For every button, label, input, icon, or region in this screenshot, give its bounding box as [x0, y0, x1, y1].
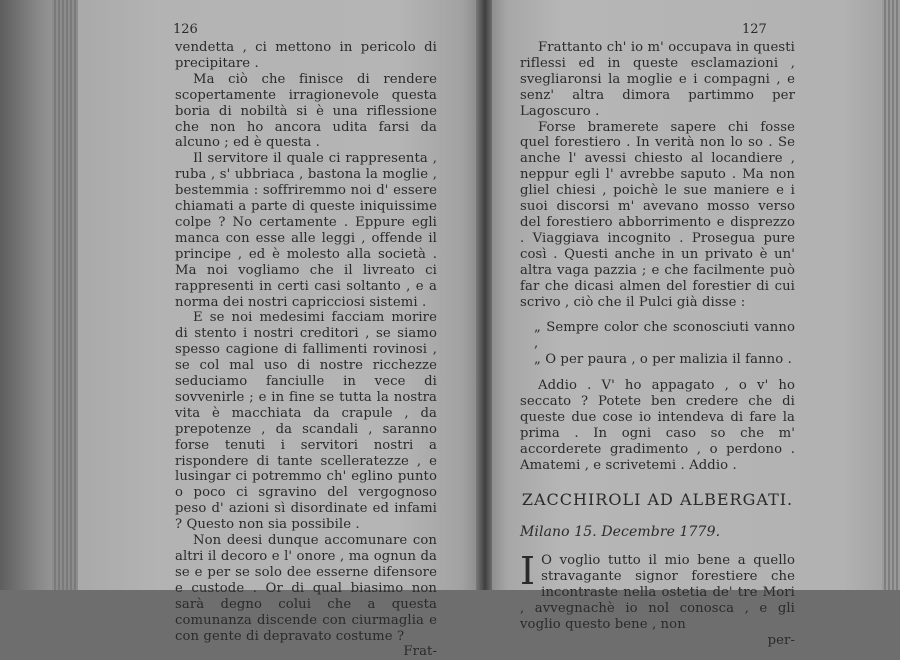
page-number-right: 127: [742, 22, 767, 37]
paragraph: Addio . V' ho appagato , o v' ho seccato ? Potete ben credere che di queste due cose io intendeva di fare la prima . In ogni caso so che m' accorderete gradimento , o perdono . Amatemi , e scrivetemi . Addio .: [520, 378, 795, 473]
paragraph: Il servitore il quale ci rappresenta , ruba , s' ubbriaca , bastona la moglie , bestemmia : soffriremmo noi d' essere chiamati a parte di queste iniquissime colpe ? No certamente . Eppure egli manca con esse alle leggi , offende il principe , ed è molesto alla società . Ma noi vogliamo che il livreato ci rappresenti in certi casi soltanto , e a norma dei nostri capricciosi sistemi .: [175, 151, 437, 310]
left-page-body: [175, 40, 437, 660]
dateline: Milano 15. Decembre 1779.: [520, 524, 721, 541]
letter-opening: [520, 549, 795, 633]
verse-quote: [520, 320, 795, 368]
verse-line: „ O per paura , o per malizia il fanno .: [534, 352, 792, 368]
paragraph: E se noi medesimi facciam morire di stento i nostri creditori , se siamo spesso cagione di fallimenti rovinosi , se col mal uso di nostre ricchezze seduciamo fanciulle in vece di sovvenirle ; e in fine se tutta la nostra vita è macchiata da crapule , da prepotenze , da scandali , saranno forse tenuti i servitori nostri a rispondere di tante scelleratezze , e lusingar ci potremmo ch' eglino punto o poco ci sgravino del vergognoso peso d' azioni sì disordinate ed infami ? Questo non sia possibile .: [175, 310, 437, 533]
page-edges-right: [882, 0, 900, 590]
left-page: [78, 0, 478, 660]
paragraph: Frattanto ch' io m' occupava in questi riflessi ed in queste esclamazioni , svegliaronsi la moglie e i compagni , e senz' altra dimora partimmo per Lagoscuro .: [520, 40, 795, 119]
page-edges-left: [52, 0, 80, 590]
verse-line: „ Sempre color che sconosciuti vanno ,: [534, 320, 795, 352]
catchword: per-: [767, 632, 795, 648]
page-number-left: 126: [173, 22, 198, 37]
paragraph: vendetta , ci mettono in pericolo di precipitare .: [175, 40, 437, 71]
letter-heading: ZACCHIROLI AD ALBERGATI.: [521, 489, 794, 509]
letter-text: O voglio tutto il mio bene a quello stravagante signor forestiere che incontraste nella ostetia de' tre Mori , avvegnachè io nol conosca , e gli voglio questo bene , non: [520, 553, 795, 632]
paragraph: Forse bramerete sapere chi fosse quel forestiero . In verità non lo so . Se anche l' avessi chiesto al locandiere , neppur egli l' avrebbe saputo . Ma non gliel chiesi , poichè le sue maniere e i suoi discorsi m' avevano mosso verso del forestiero abborrimento e disprezzo . Viaggiava incognito . Prosegua pure così . Questi anche in un privato è un' altra vaga pazzia ; e che facilmente può far che dicasi almen del forestier di cui scrivo , ciò che il Pulci già disse :: [520, 119, 795, 310]
right-page-body: [520, 40, 795, 649]
paragraph: Non deesi dunque accomunare con altri il decoro e l' onore , ma ognun da se e per se solo dee esserne difensore e custode . Or di qual biasimo non sarà degno colui che a questa comunanza discende con ciurmaglia e con gente di depravato costume ?: [175, 533, 437, 644]
drop-cap: I: [520, 549, 536, 594]
catchword: Frat-: [403, 644, 437, 660]
right-page: [492, 0, 882, 648]
paragraph: Ma ciò che finisce di rendere scopertamente irragionevole questa boria di nobiltà si è una riflessione che non ho ancora udita farsi da alcuno ; ed è questa .: [175, 71, 437, 151]
